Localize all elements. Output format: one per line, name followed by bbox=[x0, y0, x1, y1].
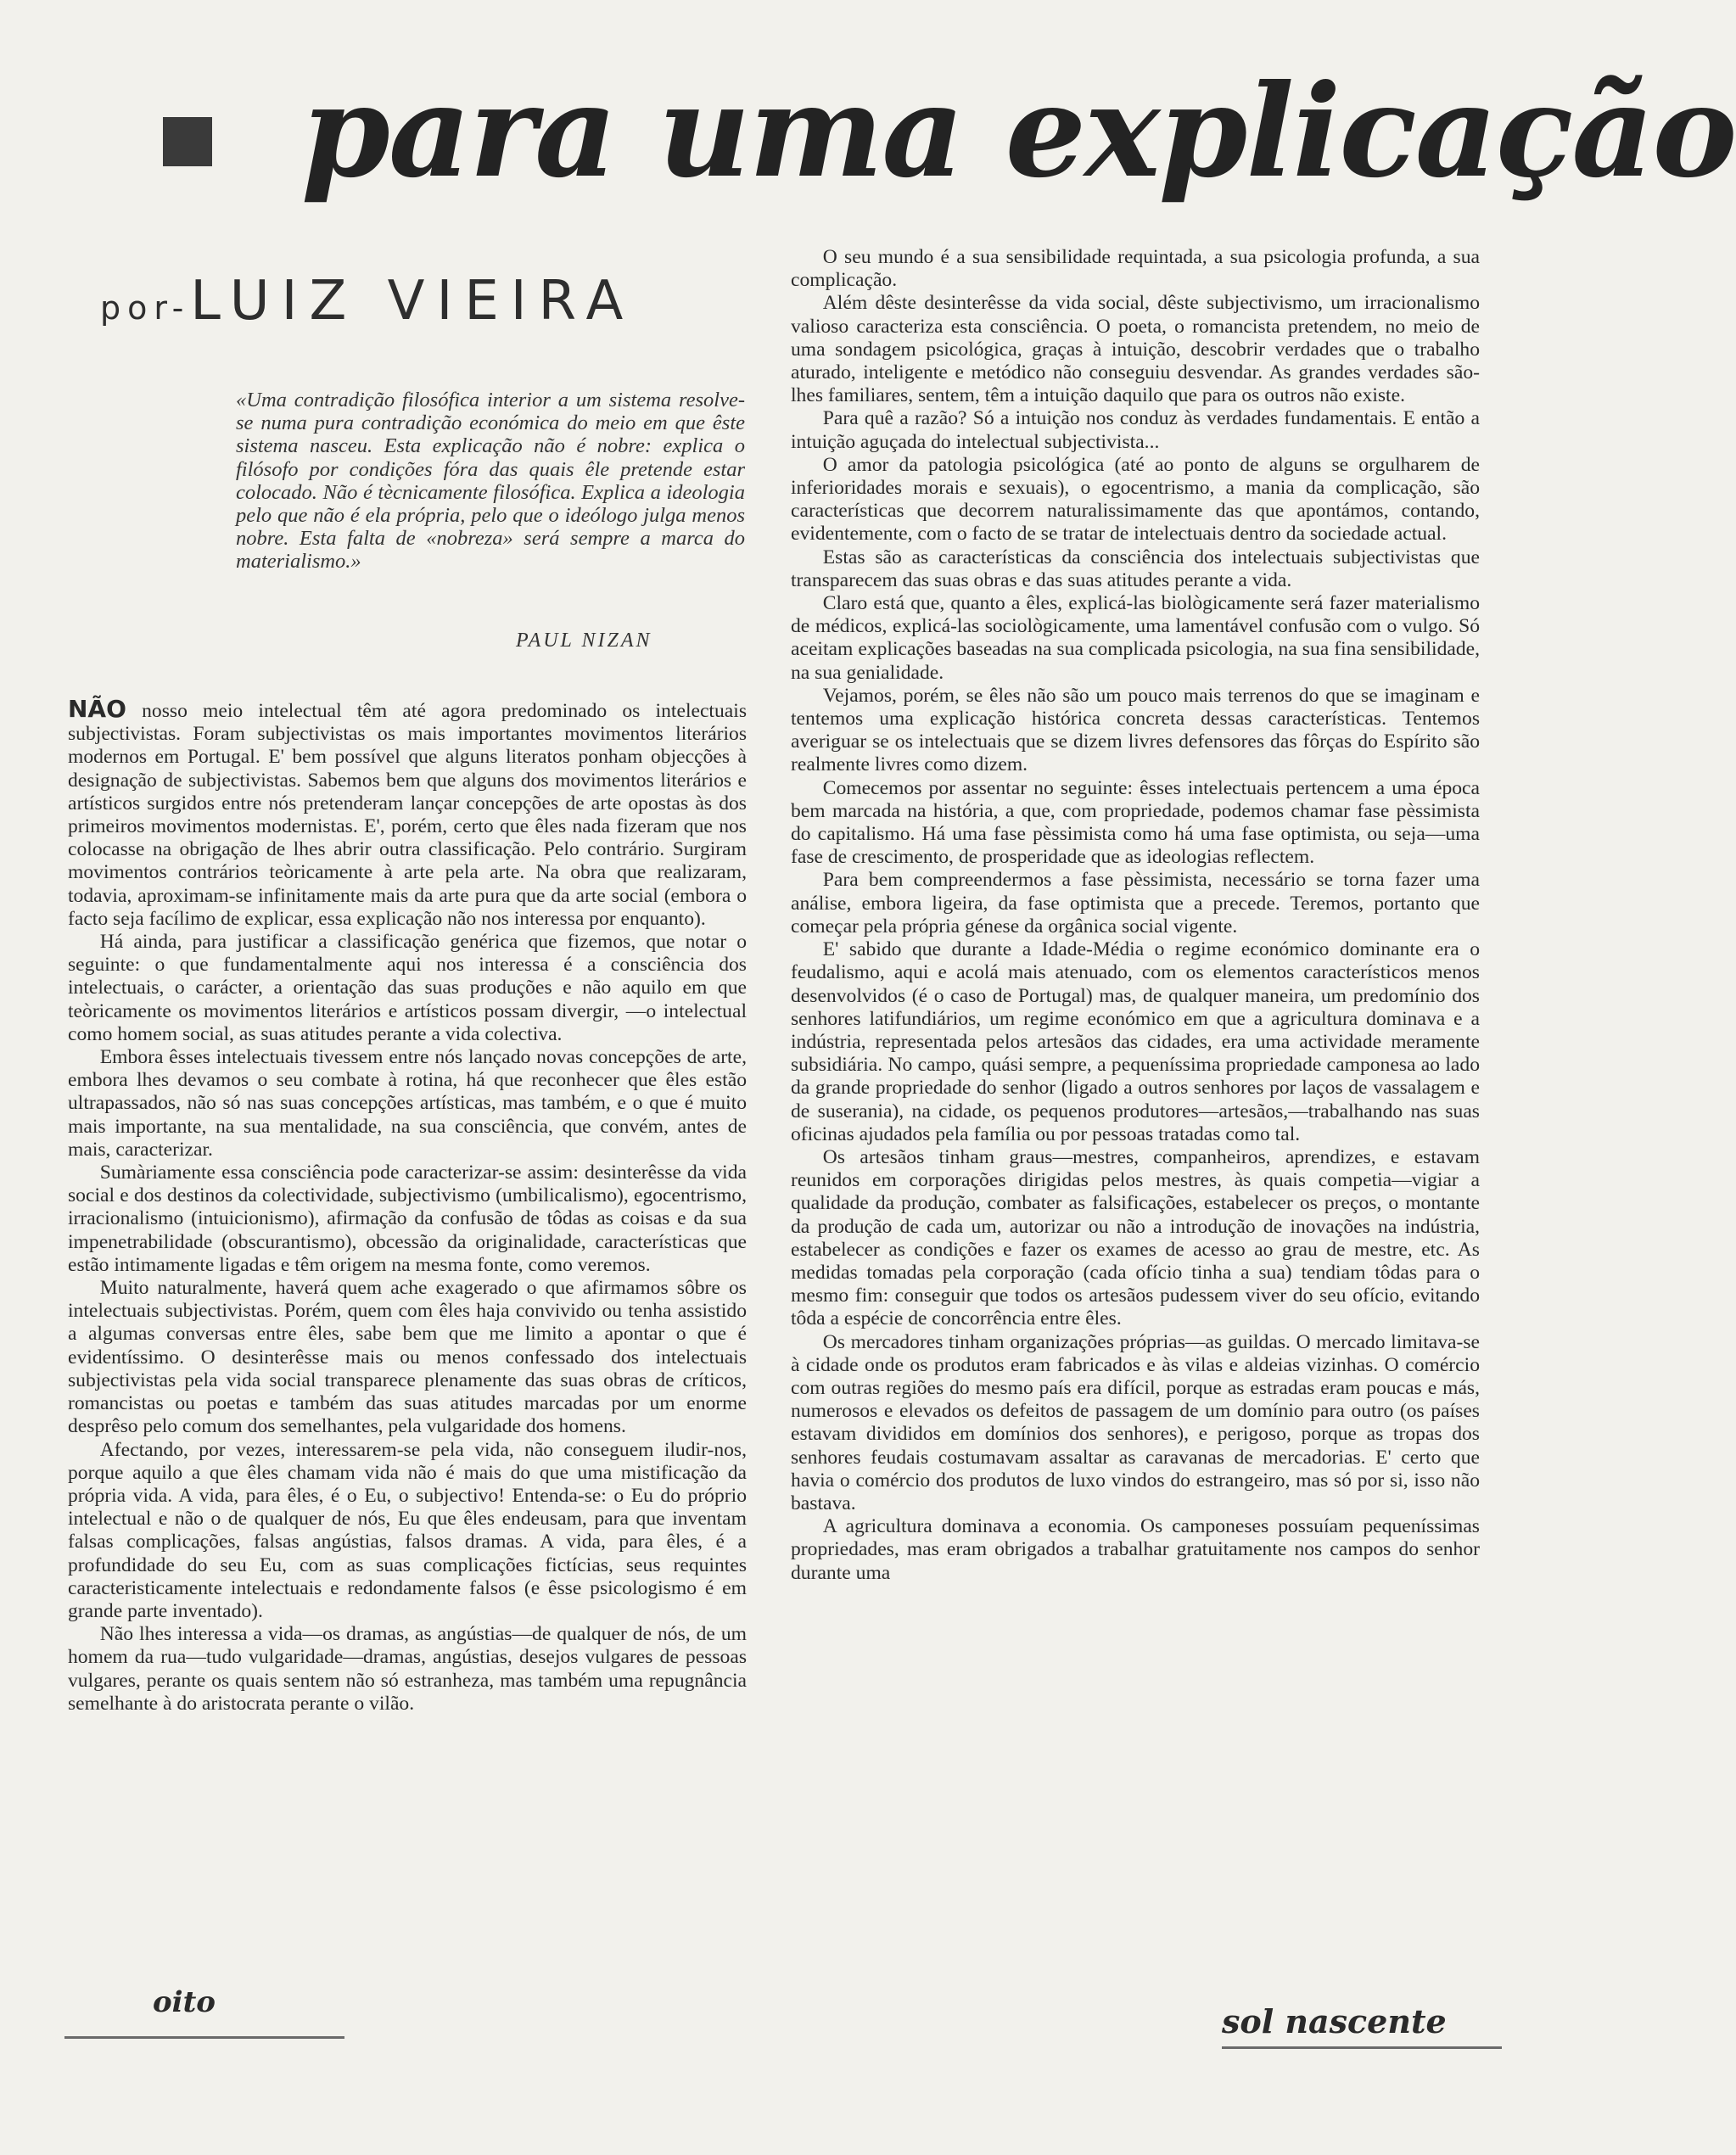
article-title: para uma explicação bbox=[301, 57, 1736, 206]
epigraph-author: PAUL NIZAN bbox=[516, 630, 652, 652]
left-column bbox=[68, 697, 747, 1716]
paragraph: Os artesãos tinham graus—mestres, companheiros, aprendizes, e estavam reunidos em corporações dirigidas pelos mestres, às quais competia—vigiar a qualidade da produção, combater as falsificações, estabelecer os preços, o montante da produção de cada um, autorizar ou não a introdução de inovações na indústria, estabelecer as condições e fazer os exames de acesso ao grau de mestre, etc. As medidas tomadas pela corporação (cada ofício tinha a sua) tendiam tôdas para o mesmo fim: conseguir que todos os artesãos pudessem viver do seu ofício, evitando tôda a espécie de concorrência entre êles. bbox=[791, 1145, 1480, 1330]
square-bullet-icon bbox=[163, 117, 212, 166]
footer-rule-left bbox=[64, 2036, 344, 2039]
paragraph: Além dêste desinterêsse da vida social, dêste subjectivismo, um irracionalismo valioso caracteriza esta consciência. O poeta, o romancista pretendem, no meio de uma sondagem psicológica, graças à intuição, descobrir verdades que o trabalho aturado, inteligente e metódico não conseguiu desvendar. As grandes verdades são-lhes familiares, sentem, têm a intuição daquilo que para os outros não existe. bbox=[791, 292, 1480, 407]
paragraph-text: nosso meio intelectual têm até agora predominado os intelectuais subjectivistas. Foram subjectivistas os mais importantes movimentos literários modernos em Portugal. E' bem possível que alguns literatos ponham objecções à designação de subjectivistas. Sabemos bem que alguns dos movimentos literários e artísticos surgidos entre nós pretenderam lançar concepções de arte opostas às dos primeiros movimentos modernistas. E', porém, certo que êles nada fizeram que nos colocasse na obrigação de lhes abrir outra classificação. Pelo contrário. Surgiram movimentos contrários teòricamente à arte pela arte. Na obra que realizaram, todavia, aproximam-se infinitamente mais da arte pura que da arte social (embora o facto seja facílimo de explicar, essa explicação não nos interessa por enquanto). bbox=[68, 700, 747, 930]
epigraph-quote: «Uma contradição filosófica interior a um sistema resolve-se numa pura contradição económica do meio em que êste sistema nasceu. Esta explicação não é nobre: explica o filósofo por condições fóra das quais êle pretende estar colocado. Não é tècnicamente filosófica. Explica a ideologia pelo que não é ela própria, pelo que o ideólogo julga menos nobre. Esta falta de «nobreza» será sempre a marca do materialismo.» bbox=[236, 389, 745, 574]
paragraph: Não lhes interessa a vida—os dramas, as angústias—de qualquer de nós, de um homem da rua—tudo vulgaridade—dramas, angústias, desejos vulgares de pessoas vulgares, perante os quais sentem não só estranheza, mas também uma repugnância semelhante à do aristocrata perante o vilão. bbox=[68, 1623, 747, 1715]
paragraph: Comecemos por assentar no seguinte: êsses intelectuais pertencem a uma época bem marcada na história, a que, com propriedade, podemos chamar fase pèssimista do capitalismo. Há uma fase pèssimista como há uma fase optimista, ou seja—uma fase de crescimento, de prosperidade que as ideologias reflectem. bbox=[791, 776, 1480, 869]
paragraph: Embora êsses intelectuais tivessem entre nós lançado novas concepções de arte, embora lhes devamos o seu combate à rotina, há que reconhecer que êles estão ultrapassados, não só nas suas concepções artísticas, mas também, e o que é muito mais importante, na sua mentalidade, na sua consciência, que convém, antes de mais, caracterizar. bbox=[68, 1046, 747, 1161]
paragraph: O seu mundo é a sua sensibilidade requintada, a sua psicologia profunda, a sua complicação. bbox=[791, 246, 1480, 292]
paragraph bbox=[68, 697, 747, 931]
paragraph: Para bem compreendermos a fase pèssimista, necessário se torna fazer uma análise, embora ligeira, da fase optimista que a precede. Teremos, portanto que começar pela própria génese da orgânica social vigente. bbox=[791, 869, 1480, 938]
paragraph: Afectando, por vezes, interessarem-se pela vida, não conseguem iludir-nos, porque aquilo a que êles chamam vida não é mais do que uma mistificação da própria vida. A vida, para êles, é o Eu, o subjectivo! Entenda-se: o Eu do próprio intelectual e não o de qualquer de nós, Eu que êles endeusam, para que inventam falsas complicações, falsas angústias, falsos dramas. A vida, para êles, é a profundidade do seu Eu, com as suas complicações fictícias, seus requintes caracteristicamente intelectuais e redondamente falsos (e êsse psicologismo é em grande parte inventado). bbox=[68, 1438, 747, 1622]
paragraph: Os mercadores tinham organizações próprias—as guildas. O mercado limitava-se à cidade onde os produtos eram fabricados e às vilas e aldeias vizinhas. O comércio com outras regiões do mesmo país era difícil, porque as estradas eram poucas e más, numerosos e elevados os defeitos de passagem de um domínio para outro (os países estavam divididos em domínios dos senhores), e perigoso, porque as tropas dos senhores feudais costumavam assaltar as caravanas de mercadorias. E' certo que havia o comércio dos produtos de luxo vindos do estrangeiro, mas só por si, isso não bastava. bbox=[791, 1330, 1480, 1514]
paragraph: Para quê a razão? Só a intuição nos conduz às verdades fundamentais. E então a intuição aguçada do intelectual subjectivista... bbox=[791, 407, 1480, 453]
page-number-footer: oito bbox=[153, 1985, 216, 2019]
author-name: LUIZ VIEIRA bbox=[190, 270, 636, 333]
publication-name-footer: sol nascente bbox=[1222, 2002, 1447, 2040]
paragraph: Sumàriamente essa consciência pode caracterizar-se assim: desinterêsse da vida social e dos destinos da colectividade, subjectivismo (umbilicalismo), egocentrismo, irracionalismo (intuicionismo), afirmação da confusão de tôdas as coisas e da sua impenetrabilidade (obscurantismo), obcessão da originalidade, características que estão intimamente ligadas e têm origem na mesma fonte, como veremos. bbox=[68, 1161, 747, 1276]
byline-prefix: por- bbox=[100, 289, 191, 327]
paragraph: Vejamos, porém, se êles não são um pouco mais terrenos do que se imaginam e tentemos uma explicação histórica concreta dessas características. Tentemos averiguar se os intelectuais que se dizem livres defensores das fôrças do Espírito são realmente livres como dizem. bbox=[791, 684, 1480, 776]
dropcap: NÃO bbox=[68, 695, 126, 723]
paragraph: Há ainda, para justificar a classificação genérica que fizemos, que notar o seguinte: o que fundamentalmente aqui nos interessa é a consciência dos intelectuais, o carácter, a orientação das suas produções e não aquilo em que teòricamente os movimentos literários e artísticos possam divergir, —o intelectual como homem social, as suas atitudes perante a vida colectiva. bbox=[68, 931, 747, 1045]
paragraph: Claro está que, quanto a êles, explicá-las biològicamente será fazer materialismo de médicos, explicá-las sociològicamente, uma lamentável confusão com o vulgo. Só aceitam explicações baseadas na sua complicada psicologia, na sua fina sensibilidade, na sua genialidade. bbox=[791, 592, 1480, 684]
paragraph: O amor da patologia psicológica (até ao ponto de alguns se orgulharem de inferioridades morais e sexuais), o egocentrismo, a mania da complicação, são características que decorrem naturalissimamente das que apontámos, contando, evidentemente, com o facto de se tratar de intelectuais dentro da sociedade actual. bbox=[791, 453, 1480, 546]
right-column bbox=[791, 246, 1480, 1585]
paragraph: Muito naturalmente, haverá quem ache exagerado o que afirmamos sôbre os intelectuais subjectivistas. Porém, quem com êles haja convivido ou tenha assistido a algumas conversas entre êles, sabe bem que me limito a apontar o que é evidentíssimo. O desinterêsse mais ou menos confessado dos intelectuais subjectivistas pela vida social transparece plenamente das suas obras de críticos, romancistas ou poetas e também das suas atitudes marcadas por um enorme desprêso pelo comum dos semelhantes, pela vulgaridade dos homens. bbox=[68, 1277, 747, 1438]
paragraph: E' sabido que durante a Idade-Média o regime económico dominante era o feudalismo, aqui e acolá mais atenuado, com os elementos característicos menos desenvolvidos (é o caso de Portugal) mas, de qualquer maneira, um predomínio dos senhores latifundiários, um regime económico em que a agricultura dominava e a indústria, representada pelos artesãos das cidades, era uma actividade meramente subsidiária. No campo, quási sempre, a pequeníssima propriedade camponesa ao lado da grande propriedade do senhor (ligado a outros senhores por laços de vassalagem e de suserania), na cidade, os pequenos produtores—artesãos,—trabalhando nas suas oficinas ajudados pela família ou por pessoas tratadas como tal. bbox=[791, 938, 1480, 1145]
byline bbox=[100, 270, 635, 333]
paragraph: Estas são as características da consciência dos intelectuais subjectivistas que transparecem das suas obras e das suas atitudes perante a vida. bbox=[791, 546, 1480, 591]
footer-rule-right bbox=[1222, 2046, 1502, 2049]
paragraph: A agricultura dominava a economia. Os camponeses possuíam pequeníssimas propriedades, mas eram obrigados a trabalhar gratuitamente nos campos do senhor durante uma bbox=[791, 1515, 1480, 1584]
